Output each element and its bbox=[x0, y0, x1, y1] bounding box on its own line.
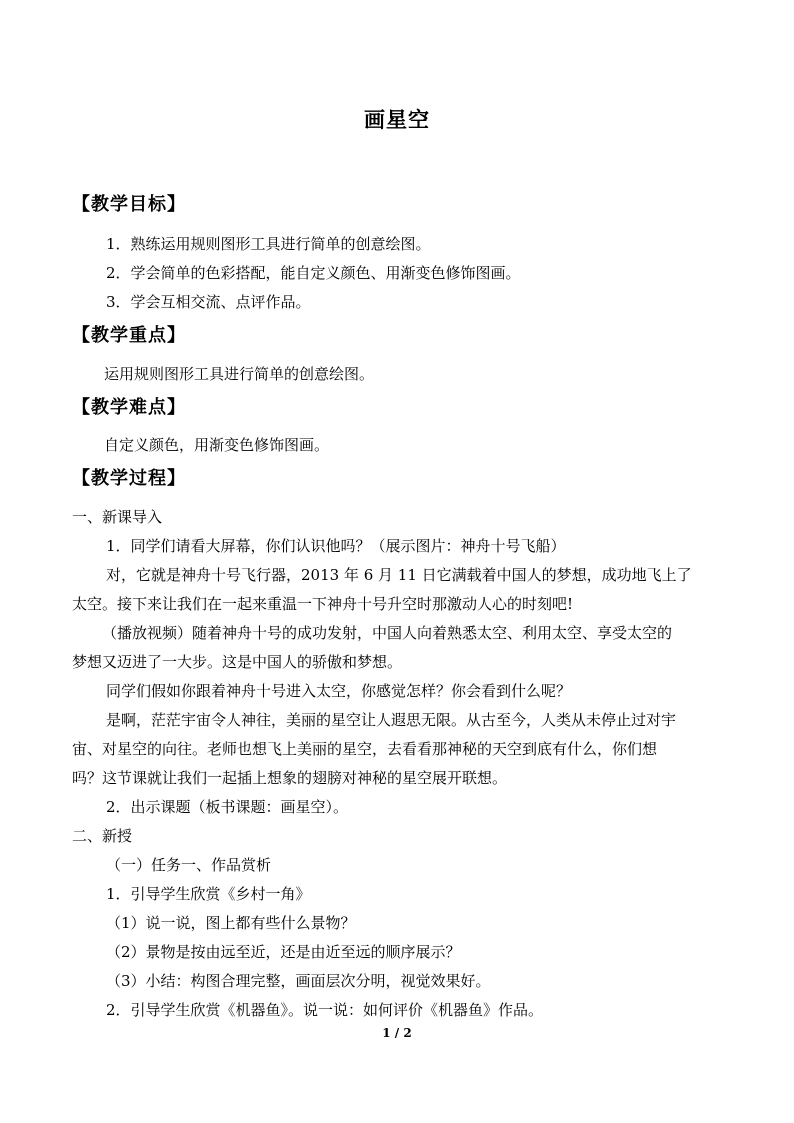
list-item: （2）景物是按由远至近，还是由近至远的顺序展示？ bbox=[106, 943, 461, 961]
goal-item-2: 2．学会简单的色彩搭配，能自定义颜色、用渐变色修饰图画。 bbox=[106, 264, 521, 282]
list-item: （3）小结：构图合理完整，画面层次分明，视觉效果好。 bbox=[106, 972, 491, 990]
section-heading-process: 【教学过程】 bbox=[72, 468, 186, 489]
paragraph-line: 2．出示课题（板书课题：画星空）。 bbox=[106, 798, 349, 816]
paragraph-line: 同学们假如你跟着神舟十号进入太空，你感觉怎样？你会看到什么呢？ bbox=[106, 682, 572, 700]
paragraph-line: （播放视频）随着神舟十号的成功发射，中国人向着熟悉太空、利用太空、享受太空的 bbox=[102, 624, 673, 642]
goal-item-3: 3．学会互相交流、点评作品。 bbox=[106, 293, 311, 311]
key-points-text: 运用规则图形工具进行简单的创意绘图。 bbox=[104, 365, 375, 383]
document-title: 画星空 bbox=[364, 107, 430, 132]
difficulties-text: 自定义颜色，用渐变色修饰图画。 bbox=[104, 436, 330, 454]
page-number: 1 / 2 bbox=[382, 1026, 412, 1040]
list-item: （1）说一说，图上都有些什么景物？ bbox=[106, 914, 356, 932]
list-item: （一）任务一、作品赏析 bbox=[106, 856, 272, 874]
section-heading-goals: 【教学目标】 bbox=[72, 194, 186, 215]
list-item: 1．引导学生欣赏《乡村一角》 bbox=[106, 885, 311, 903]
paragraph-line: 太空。接下来让我们在一起来重温一下神舟十号升空时那激动人心的时刻吧! bbox=[72, 595, 574, 613]
paragraph-line: 对，它就是神舟十号飞行器，2013 年 6 月 11 日它满载着中国人的梦想，成功地飞上了 bbox=[106, 566, 692, 584]
paragraph-line: 1．同学们请看大屏幕，你们认识他吗？（展示图片：神舟十号飞船） bbox=[106, 537, 566, 555]
paragraph-line: 梦想又迈进了一大步。这是中国人的骄傲和梦想。 bbox=[72, 653, 403, 671]
part-title-intro: 一、新课导入 bbox=[72, 508, 163, 526]
section-heading-key-points: 【教学重点】 bbox=[72, 325, 186, 346]
paragraph-line: 吗？这节课就让我们一起插上想象的翅膀对神秘的星空展开联想。 bbox=[72, 769, 508, 787]
section-heading-difficulties: 【教学难点】 bbox=[72, 397, 186, 418]
paragraph-line: 宙、对星空的向往。老师也想飞上美丽的星空，去看看那神秘的天空到底有什么，你们想 bbox=[72, 740, 658, 758]
goal-item-1: 1．熟练运用规则图形工具进行简单的创意绘图。 bbox=[106, 235, 431, 253]
list-item: 2．引导学生欣赏《机器鱼》。说一说：如何评价《机器鱼》作品。 bbox=[106, 1001, 544, 1019]
paragraph-line: 是啊，茫茫宇宙令人神往，美丽的星空让人遐思无限。从古至今，人类从未停止过对宇 bbox=[106, 711, 677, 729]
part-title-new-lesson: 二、新授 bbox=[72, 827, 133, 845]
